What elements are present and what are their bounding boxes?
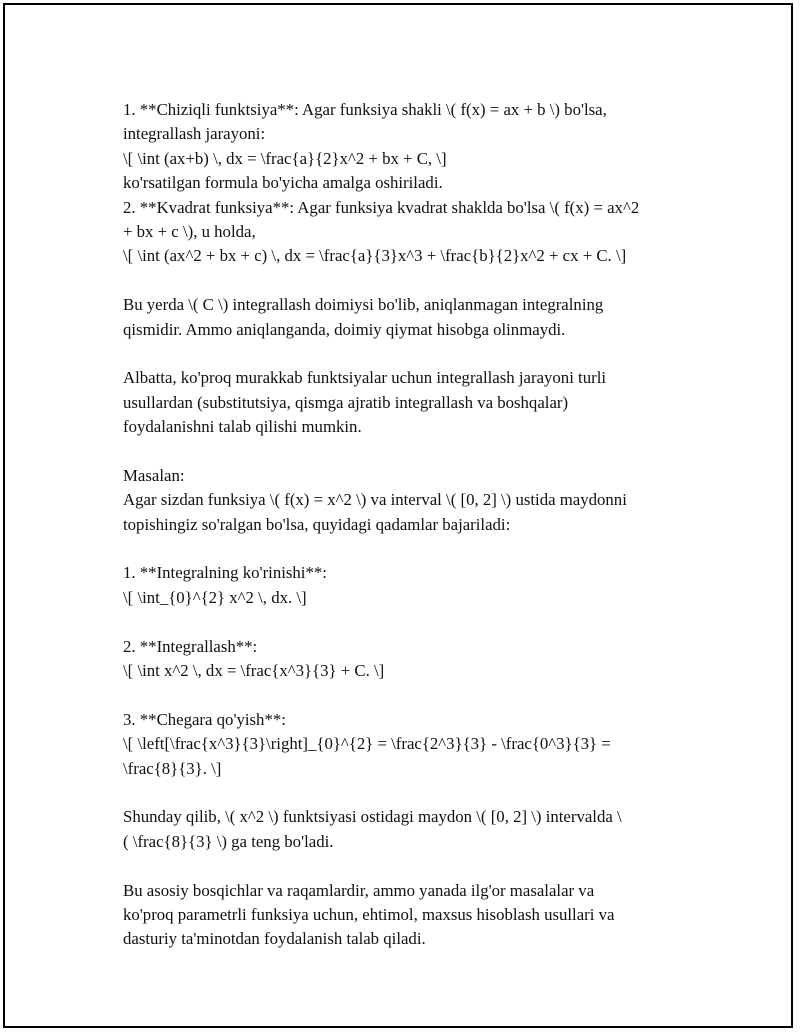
text-line: ko'proq parametrli funksiya uchun, ehtimol, maxsus hisoblash usullari va bbox=[123, 904, 615, 924]
blank-line bbox=[123, 269, 693, 293]
blank-line bbox=[123, 781, 693, 805]
text-line: ( \frac{8}{3} \) ga teng bo'ladi. bbox=[123, 831, 334, 851]
text-line: + bx + c \), u holda, bbox=[123, 221, 256, 241]
text-line: usullardan (substitutsiya, qismga ajratib integrallash va boshqalar) bbox=[123, 392, 569, 412]
text-line: 2. **Integrallash**: bbox=[123, 636, 258, 656]
page-frame bbox=[3, 3, 793, 1028]
text-line: \[ \int x^2 \, dx = \frac{x^3}{3} + C. \] bbox=[123, 660, 385, 680]
text-line: \[ \int (ax+b) \, dx = \frac{a}{2}x^2 + bx + C, \] bbox=[123, 148, 447, 168]
text-line: qismidir. Ammo aniqlanganda, doimiy qiymat hisobga olinmaydi. bbox=[123, 319, 566, 339]
blank-line bbox=[123, 854, 693, 878]
text-line: dasturiy ta'minotdan foydalanish talab qiladi. bbox=[123, 929, 426, 949]
text-line: Masalan: bbox=[123, 465, 185, 485]
blank-line bbox=[123, 683, 693, 707]
text-line: foydalanishni talab qilishi mumkin. bbox=[123, 417, 362, 437]
blank-line bbox=[123, 537, 693, 561]
text-line: 3. **Chegara qo'yish**: bbox=[123, 709, 286, 729]
text-line: Agar sizdan funksiya \( f(x) = x^2 \) va interval \( [0, 2] \) ustida maydonni bbox=[123, 490, 627, 510]
text-line: \[ \left[\frac{x^3}{3}\right]_{0}^{2} = \frac{2^3}{3} - \frac{0^3}{3} = bbox=[123, 734, 611, 754]
text-line: \frac{8}{3}. \] bbox=[123, 758, 222, 778]
blank-line bbox=[123, 342, 693, 366]
text-line: Bu yerda \( C \) integrallash doimiysi bo'lib, aniqlanmagan integralning bbox=[123, 295, 604, 315]
text-line: topishingiz so'ralgan bo'lsa, quyidagi qadamlar bajariladi: bbox=[123, 514, 511, 534]
text-line: Albatta, ko'proq murakkab funktsiyalar uchun integrallash jarayoni turli bbox=[123, 368, 607, 388]
blank-line bbox=[123, 610, 693, 634]
text-line: \[ \int_{0}^{2} x^2 \, dx. \] bbox=[123, 587, 307, 607]
text-line: Shunday qilib, \( x^2 \) funktsiyasi ostidagi maydon \( [0, 2] \) intervalda \ bbox=[123, 807, 622, 827]
text-line: Bu asosiy bosqichlar va raqamlardir, ammo yanada ilg'or masalalar va bbox=[123, 880, 595, 900]
document-body bbox=[123, 98, 693, 952]
text-line: integrallash jarayoni: bbox=[123, 124, 266, 144]
text-line: 1. **Chiziqli funktsiya**: Agar funksiya shakli \( f(x) = ax + b \) bo'lsa, bbox=[123, 100, 607, 119]
text-line: 2. **Kvadrat funksiya**: Agar funksiya kvadrat shaklda bo'lsa \( f(x) = ax^2 bbox=[123, 197, 640, 217]
blank-line bbox=[123, 439, 693, 463]
text-line: 1. **Integralning ko'rinishi**: bbox=[123, 563, 327, 583]
text-line: ko'rsatilgan formula bo'yicha amalga oshiriladi. bbox=[123, 173, 443, 193]
text-line: \[ \int (ax^2 + bx + c) \, dx = \frac{a}{3}x^3 + \frac{b}{2}x^2 + cx + C. \] bbox=[123, 246, 627, 266]
